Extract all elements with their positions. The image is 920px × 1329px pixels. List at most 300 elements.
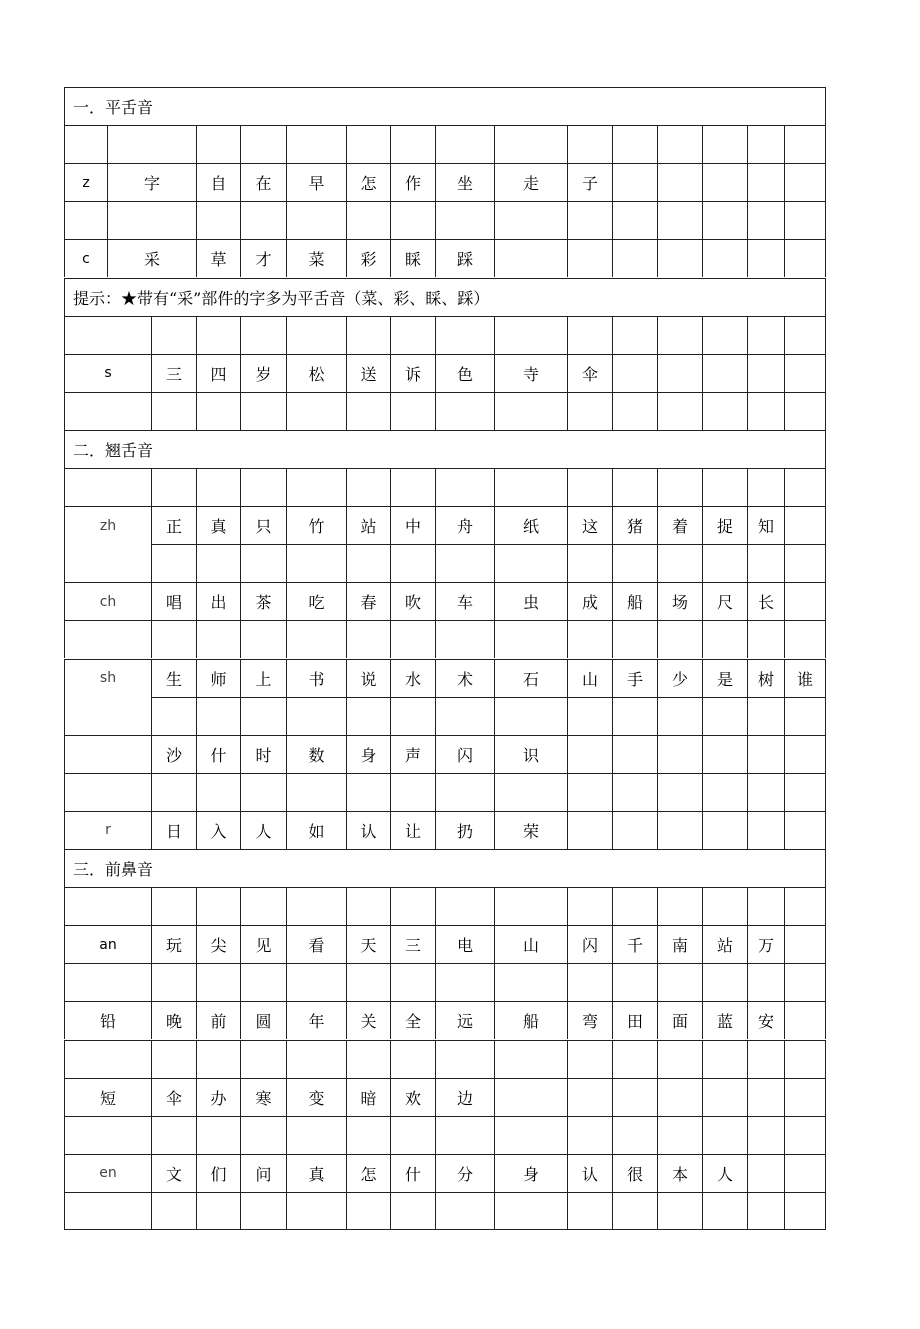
blank-cell — [286, 887, 346, 925]
character-cell: 站 — [702, 925, 747, 963]
character-cell: 坐 — [435, 163, 494, 201]
blank-cell — [784, 620, 826, 658]
character-cell: 沙 — [151, 735, 196, 773]
blank-cell — [286, 125, 346, 163]
character-cell — [747, 1078, 784, 1116]
blank-cell — [151, 620, 196, 658]
character-cell — [612, 163, 657, 201]
character-cell: 车 — [435, 582, 494, 620]
blank-cell — [702, 620, 747, 658]
character-cell — [784, 1078, 826, 1116]
initial-label: zh — [64, 506, 151, 544]
blank-cell — [196, 963, 240, 1001]
label-cell — [64, 544, 151, 582]
character-cell: 面 — [657, 1001, 702, 1039]
character-cell: 欢 — [390, 1078, 435, 1116]
character-cell: 玩 — [151, 925, 196, 963]
character-cell: 石 — [494, 659, 567, 697]
blank-cell — [390, 1192, 435, 1230]
blank-cell — [612, 392, 657, 430]
initial-label: 短 — [64, 1078, 151, 1116]
blank-cell — [240, 697, 286, 735]
character-cell — [494, 1078, 567, 1116]
blank-cell — [784, 1040, 826, 1078]
blank-cell — [612, 773, 657, 811]
character-cell: 山 — [494, 925, 567, 963]
character-cell — [784, 163, 826, 201]
blank-cell — [346, 1040, 390, 1078]
character-cell: 真 — [196, 506, 240, 544]
character-cell — [702, 811, 747, 849]
blank-cell — [494, 1116, 567, 1154]
blank-cell — [390, 392, 435, 430]
blank-cell — [151, 1040, 196, 1078]
character-cell: 文 — [151, 1154, 196, 1192]
blank-cell — [567, 887, 612, 925]
character-cell: 蓝 — [702, 1001, 747, 1039]
character-cell: 数 — [286, 735, 346, 773]
blank-cell — [657, 1040, 702, 1078]
blank-cell — [151, 1116, 196, 1154]
character-cell: 茶 — [240, 582, 286, 620]
blank-cell — [747, 1040, 784, 1078]
blank-cell — [151, 468, 196, 506]
character-cell: 怎 — [346, 1154, 390, 1192]
table-row — [64, 582, 826, 620]
blank-cell — [240, 1040, 286, 1078]
character-cell: 捉 — [702, 506, 747, 544]
table-row — [64, 697, 826, 735]
blank-cell — [196, 620, 240, 658]
character-cell: 全 — [390, 1001, 435, 1039]
character-cell: 岁 — [240, 354, 286, 392]
character-cell — [747, 354, 784, 392]
blank-cell — [346, 544, 390, 582]
character-cell: 采 — [107, 239, 196, 277]
blank-cell — [286, 1116, 346, 1154]
character-cell: 三 — [151, 354, 196, 392]
character-cell: 春 — [346, 582, 390, 620]
section-heading: 三．前鼻音 — [64, 849, 826, 887]
character-cell: 彩 — [346, 239, 390, 277]
table-row — [64, 239, 826, 277]
character-cell: 场 — [657, 582, 702, 620]
blank-cell — [747, 544, 784, 582]
character-cell: 圆 — [240, 1001, 286, 1039]
character-cell: 闪 — [567, 925, 612, 963]
blank-cell — [784, 887, 826, 925]
character-cell: 认 — [567, 1154, 612, 1192]
character-cell — [784, 811, 826, 849]
label-cell — [64, 963, 151, 1001]
blank-cell — [435, 773, 494, 811]
blank-cell — [390, 620, 435, 658]
blank-cell — [784, 1116, 826, 1154]
character-cell: 舟 — [435, 506, 494, 544]
character-cell: 们 — [196, 1154, 240, 1192]
blank-cell — [435, 1040, 494, 1078]
character-cell: 诉 — [390, 354, 435, 392]
blank-cell — [784, 468, 826, 506]
blank-cell — [657, 620, 702, 658]
blank-cell — [435, 316, 494, 354]
table-row — [64, 811, 826, 849]
blank-cell — [702, 773, 747, 811]
blank-cell — [196, 316, 240, 354]
blank-cell — [494, 201, 567, 239]
character-cell: 本 — [657, 1154, 702, 1192]
character-cell: 船 — [494, 1001, 567, 1039]
table-row — [64, 659, 826, 697]
character-cell: 草 — [196, 239, 240, 277]
initial-label: z — [64, 163, 107, 201]
blank-cell — [435, 544, 494, 582]
label-cell — [64, 392, 151, 430]
blank-cell — [390, 544, 435, 582]
blank-cell — [240, 963, 286, 1001]
character-cell: 三 — [390, 925, 435, 963]
blank-cell — [435, 1116, 494, 1154]
character-cell: 问 — [240, 1154, 286, 1192]
label-cell — [64, 1116, 151, 1154]
table-row — [64, 316, 826, 354]
character-cell — [784, 1154, 826, 1192]
character-cell: 书 — [286, 659, 346, 697]
character-cell: 安 — [747, 1001, 784, 1039]
character-cell: 少 — [657, 659, 702, 697]
blank-cell — [657, 887, 702, 925]
initial-label: 铅 — [64, 1001, 151, 1039]
character-cell: 字 — [107, 163, 196, 201]
blank-cell — [747, 887, 784, 925]
character-cell: 让 — [390, 811, 435, 849]
blank-cell — [196, 392, 240, 430]
table-row — [64, 1116, 826, 1154]
character-cell: 上 — [240, 659, 286, 697]
table-row — [64, 925, 826, 963]
character-cell: 南 — [657, 925, 702, 963]
blank-cell — [747, 697, 784, 735]
character-cell: 水 — [390, 659, 435, 697]
character-cell: 身 — [346, 735, 390, 773]
blank-cell — [151, 963, 196, 1001]
character-cell — [612, 239, 657, 277]
table-row — [64, 125, 826, 163]
blank-cell — [747, 773, 784, 811]
character-cell: 身 — [494, 1154, 567, 1192]
label-cell — [64, 887, 151, 925]
initial-label: r — [64, 811, 151, 849]
table-row — [64, 1040, 826, 1078]
blank-cell — [494, 1192, 567, 1230]
character-cell: 识 — [494, 735, 567, 773]
label-cell — [64, 620, 151, 658]
character-cell: 色 — [435, 354, 494, 392]
character-cell — [784, 239, 826, 277]
character-cell: 电 — [435, 925, 494, 963]
table-row — [64, 773, 826, 811]
blank-cell — [702, 697, 747, 735]
character-cell: 远 — [435, 1001, 494, 1039]
character-cell: 尺 — [702, 582, 747, 620]
table-row — [64, 1192, 826, 1230]
initial-label: s — [64, 354, 151, 392]
blank-cell — [702, 887, 747, 925]
character-cell — [747, 239, 784, 277]
character-cell: 知 — [747, 506, 784, 544]
character-cell: 出 — [196, 582, 240, 620]
character-cell — [784, 354, 826, 392]
character-cell: 时 — [240, 735, 286, 773]
table-row — [64, 392, 826, 430]
blank-cell — [747, 963, 784, 1001]
blank-cell — [196, 201, 240, 239]
character-cell — [657, 354, 702, 392]
character-cell — [747, 163, 784, 201]
character-cell: 真 — [286, 1154, 346, 1192]
blank-cell — [151, 316, 196, 354]
character-cell — [702, 239, 747, 277]
blank-cell — [657, 392, 702, 430]
character-cell: 扔 — [435, 811, 494, 849]
character-cell: 吃 — [286, 582, 346, 620]
table-row — [64, 87, 826, 125]
character-cell: 人 — [702, 1154, 747, 1192]
blank-cell — [240, 125, 286, 163]
blank-cell — [494, 125, 567, 163]
character-cell: 自 — [196, 163, 240, 201]
table-row — [64, 278, 826, 316]
blank-cell — [567, 392, 612, 430]
blank-cell — [784, 697, 826, 735]
blank-cell — [747, 468, 784, 506]
character-cell: 吹 — [390, 582, 435, 620]
character-cell: 年 — [286, 1001, 346, 1039]
blank-cell — [747, 1192, 784, 1230]
character-cell: 树 — [747, 659, 784, 697]
character-cell: 手 — [612, 659, 657, 697]
character-cell: 声 — [390, 735, 435, 773]
blank-cell — [494, 887, 567, 925]
blank-cell — [702, 544, 747, 582]
blank-cell — [346, 1192, 390, 1230]
character-cell: 办 — [196, 1078, 240, 1116]
character-cell: 走 — [494, 163, 567, 201]
blank-cell — [151, 697, 196, 735]
blank-cell — [657, 1116, 702, 1154]
blank-cell — [494, 392, 567, 430]
hint-note: 提示：★带有“采”部件的字多为平舌音（菜、彩、睬、踩） — [64, 278, 826, 316]
blank-cell — [567, 1116, 612, 1154]
blank-cell — [435, 201, 494, 239]
blank-cell — [151, 544, 196, 582]
character-cell: 看 — [286, 925, 346, 963]
blank-cell — [657, 1192, 702, 1230]
character-cell: 前 — [196, 1001, 240, 1039]
blank-cell — [346, 620, 390, 658]
character-cell: 寒 — [240, 1078, 286, 1116]
character-cell: 站 — [346, 506, 390, 544]
blank-cell — [784, 201, 826, 239]
blank-cell — [196, 1116, 240, 1154]
character-cell: 才 — [240, 239, 286, 277]
blank-cell — [567, 316, 612, 354]
blank-cell — [435, 887, 494, 925]
blank-cell — [702, 468, 747, 506]
table-row — [64, 544, 826, 582]
table-row — [64, 620, 826, 658]
character-cell — [784, 1001, 826, 1039]
blank-cell — [196, 697, 240, 735]
label-cell — [64, 201, 107, 239]
section-heading: 二．翘舌音 — [64, 430, 826, 468]
character-cell: 四 — [196, 354, 240, 392]
character-cell: 荣 — [494, 811, 567, 849]
blank-cell — [151, 392, 196, 430]
character-cell: 说 — [346, 659, 390, 697]
character-cell — [567, 811, 612, 849]
blank-cell — [435, 468, 494, 506]
blank-cell — [196, 773, 240, 811]
blank-cell — [747, 1116, 784, 1154]
character-cell: 认 — [346, 811, 390, 849]
blank-cell — [107, 125, 196, 163]
character-cell — [657, 811, 702, 849]
character-cell — [612, 354, 657, 392]
blank-cell — [784, 316, 826, 354]
blank-cell — [567, 201, 612, 239]
label-cell — [64, 773, 151, 811]
blank-cell — [702, 963, 747, 1001]
blank-cell — [784, 1192, 826, 1230]
blank-cell — [612, 1040, 657, 1078]
character-cell: 田 — [612, 1001, 657, 1039]
blank-cell — [702, 1192, 747, 1230]
character-cell: 如 — [286, 811, 346, 849]
table-row — [64, 963, 826, 1001]
character-cell — [657, 239, 702, 277]
pinyin-worksheet-table — [64, 87, 826, 1230]
blank-cell — [494, 316, 567, 354]
blank-cell — [240, 316, 286, 354]
blank-cell — [567, 963, 612, 1001]
blank-cell — [196, 887, 240, 925]
label-cell — [64, 125, 107, 163]
blank-cell — [612, 620, 657, 658]
blank-cell — [494, 468, 567, 506]
blank-cell — [196, 468, 240, 506]
blank-cell — [346, 201, 390, 239]
blank-cell — [612, 544, 657, 582]
character-cell: 谁 — [784, 659, 826, 697]
character-cell: 作 — [390, 163, 435, 201]
character-cell: 变 — [286, 1078, 346, 1116]
blank-cell — [657, 544, 702, 582]
character-cell — [567, 239, 612, 277]
blank-cell — [346, 887, 390, 925]
blank-cell — [346, 697, 390, 735]
blank-cell — [747, 316, 784, 354]
character-cell: 闪 — [435, 735, 494, 773]
blank-cell — [240, 392, 286, 430]
blank-cell — [286, 468, 346, 506]
character-cell: 是 — [702, 659, 747, 697]
character-cell: 长 — [747, 582, 784, 620]
character-cell — [494, 239, 567, 277]
blank-cell — [390, 316, 435, 354]
character-cell: 万 — [747, 925, 784, 963]
character-cell: 成 — [567, 582, 612, 620]
initial-label — [64, 735, 151, 773]
table-row — [64, 468, 826, 506]
character-cell: 只 — [240, 506, 286, 544]
character-cell: 怎 — [346, 163, 390, 201]
blank-cell — [747, 201, 784, 239]
blank-cell — [657, 125, 702, 163]
blank-cell — [151, 1192, 196, 1230]
blank-cell — [107, 201, 196, 239]
character-cell — [747, 1154, 784, 1192]
character-cell: 什 — [390, 1154, 435, 1192]
blank-cell — [494, 773, 567, 811]
table-row — [64, 201, 826, 239]
character-cell: 伞 — [567, 354, 612, 392]
blank-cell — [390, 125, 435, 163]
blank-cell — [151, 773, 196, 811]
initial-label: ch — [64, 582, 151, 620]
character-cell: 松 — [286, 354, 346, 392]
blank-cell — [747, 392, 784, 430]
character-cell: 着 — [657, 506, 702, 544]
blank-cell — [612, 1116, 657, 1154]
blank-cell — [567, 544, 612, 582]
character-cell: 天 — [346, 925, 390, 963]
blank-cell — [612, 1192, 657, 1230]
character-cell: 在 — [240, 163, 286, 201]
blank-cell — [286, 620, 346, 658]
blank-cell — [784, 392, 826, 430]
blank-cell — [286, 316, 346, 354]
blank-cell — [784, 125, 826, 163]
blank-cell — [494, 620, 567, 658]
blank-cell — [702, 201, 747, 239]
blank-cell — [567, 468, 612, 506]
blank-cell — [346, 392, 390, 430]
blank-cell — [196, 1040, 240, 1078]
character-cell: 生 — [151, 659, 196, 697]
blank-cell — [240, 468, 286, 506]
character-cell: 寺 — [494, 354, 567, 392]
blank-cell — [702, 1040, 747, 1078]
blank-cell — [494, 697, 567, 735]
blank-cell — [240, 1192, 286, 1230]
blank-cell — [612, 468, 657, 506]
character-cell: 船 — [612, 582, 657, 620]
character-cell: 唱 — [151, 582, 196, 620]
initial-label: c — [64, 239, 107, 277]
character-cell: 千 — [612, 925, 657, 963]
character-cell: 踩 — [435, 239, 494, 277]
blank-cell — [435, 620, 494, 658]
character-cell — [657, 163, 702, 201]
blank-cell — [784, 773, 826, 811]
character-cell: 弯 — [567, 1001, 612, 1039]
blank-cell — [240, 620, 286, 658]
blank-cell — [151, 887, 196, 925]
blank-cell — [196, 544, 240, 582]
table-row — [64, 1001, 826, 1039]
character-cell: 入 — [196, 811, 240, 849]
